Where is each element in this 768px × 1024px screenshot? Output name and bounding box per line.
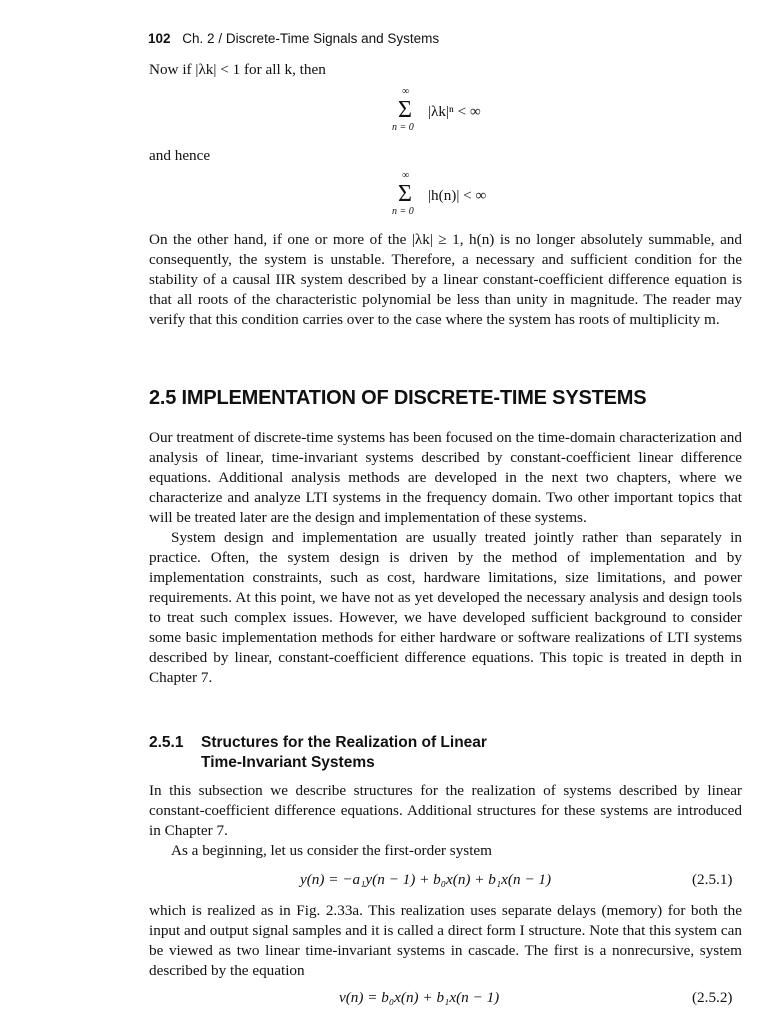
subsection-title-line2: Time-Invariant Systems	[201, 754, 375, 771]
subsection-number: 2.5.1	[149, 734, 184, 751]
subsection-paragraph-2: As a beginning, let us consider the first-order system	[171, 842, 492, 859]
chapter-title: Ch. 2 / Discrete-Time Signals and Systems	[182, 31, 440, 46]
subsection-heading	[149, 733, 749, 773]
page-number: 102	[148, 31, 171, 46]
equation-2-5-1: y(n) = −a₁y(n − 1) + b₀x(n) + b₁x(n − 1)	[300, 871, 552, 888]
sigma-icon: Σ	[398, 97, 412, 123]
equation-number-2-5-1: (2.5.1)	[692, 871, 733, 888]
section-body	[149, 428, 742, 688]
intro-line: Now if |λk| < 1 for all k, then	[149, 61, 326, 78]
subsection-paragraph-1: In this subsection we describe structures for the realization of systems described by linear constant-coefficient difference equations. Additional structures for these systems are introduced in Chapter 7.	[149, 782, 742, 839]
sum2-expression: |h(n)| < ∞	[428, 187, 487, 204]
subsection-title-line1: Structures for the Realization of Linear	[201, 734, 487, 751]
running-head	[148, 31, 748, 46]
subsection-body	[149, 781, 742, 861]
section-heading: 2.5 IMPLEMENTATION OF DISCRETE-TIME SYSTEMS	[149, 387, 647, 409]
sum1-upper: ∞	[402, 86, 410, 97]
sigma-icon: Σ	[398, 181, 412, 207]
stability-paragraph: On the other hand, if one or more of the |λk| ≥ 1, h(n) is no longer absolutely summable, and consequently, the system is unstable. Therefore, a necessary and sufficient condition for the stability of a causal IIR system described by a linear constant-coefficient difference equation is that all roots of the characteristic polynomial be less than unity in magnitude. The reader may verify that this condition carries over to the case where the system has roots of multiplicity m.	[149, 231, 742, 328]
sum1-expression: |λk|ⁿ < ∞	[428, 103, 481, 120]
summation-2	[392, 170, 558, 226]
sum2-lower: n = 0	[392, 206, 414, 217]
equation-2-5-2: v(n) = b₀x(n) + b₁x(n − 1)	[339, 989, 500, 1006]
section-paragraph-1: Our treatment of discrete-time systems has been focused on the time-domain characterization and analysis of linear, time-invariant systems described by constant-coefficient linear difference equations. Additional analysis methods are developed in the next two chapters, where we characterize and analyze LTI systems in the frequency domain. Two other important topics that will be treated later are the design and implementation of these systems.	[149, 429, 742, 526]
sum1-lower: n = 0	[392, 122, 414, 133]
summation-1	[392, 86, 558, 142]
section-paragraph-2: System design and implementation are usually treated jointly rather than separately in practice. Often, the system design is driven by the method of implementation and by implementation constraints, such as cost, hardware limitations, size limitations, and power requirements. At this point, we have not as yet developed the necessary analysis and design tools to treat such complex issues. However, we have developed sufficient background to consider some basic implementation methods for either hardware or software realizations of LTI systems described by linear, constant-coefficient difference equations. This topic is treated in depth in Chapter 7.	[149, 529, 742, 686]
sum2-upper: ∞	[402, 170, 410, 181]
subsection-paragraph-3: which is realized as in Fig. 2.33a. This realization uses separate delays (memory) for both the input and output signal samples and it is called a direct form I structure. Note that this system can be viewed as two linear time-invariant systems in cascade. The first is a nonrecursive, system described by the equation	[149, 902, 742, 979]
and-hence: and hence	[149, 147, 211, 164]
equation-number-2-5-2: (2.5.2)	[692, 989, 733, 1006]
